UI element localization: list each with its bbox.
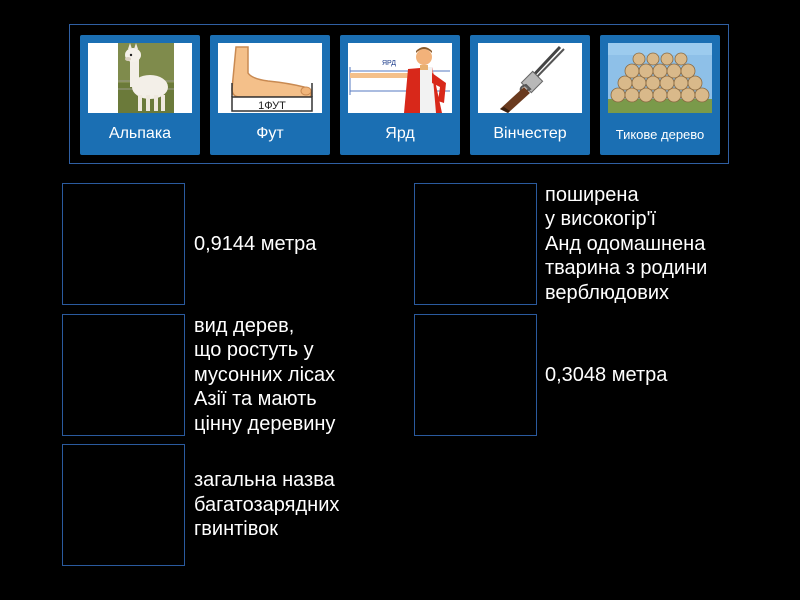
target-description: 0,9144 метра — [194, 232, 317, 255]
card-tray — [69, 24, 729, 164]
card-label: Фут — [256, 125, 284, 142]
card-label: Тикове дерево — [615, 126, 705, 142]
card-label: Альпака — [108, 125, 172, 142]
rifle-image — [478, 43, 582, 113]
drop-box[interactable] — [414, 183, 537, 305]
alpaca-image — [88, 43, 192, 113]
card-label: Ярд — [385, 125, 415, 142]
card-yard[interactable] — [340, 35, 460, 155]
card-foot[interactable] — [210, 35, 330, 155]
yard-image — [348, 43, 452, 113]
logs-image — [608, 43, 712, 113]
foot-image — [218, 43, 322, 113]
target-description: вид дерев, що ростуть у мусонних лісах Азії та мають цінну деревину — [194, 314, 336, 435]
target-description: поширена у високогір'ї Анд одомашнена тварина з родини верблюдових — [545, 183, 708, 304]
drop-box[interactable] — [62, 314, 185, 436]
foot-image-caption: 1ФУТ — [258, 100, 286, 112]
target-description: 0,3048 метра — [545, 363, 668, 386]
card-label: Вінчестер — [493, 125, 567, 142]
drop-box[interactable] — [62, 183, 185, 305]
drop-box[interactable] — [62, 444, 185, 566]
target-description: загальна назва багатозарядних гвинтівок — [194, 469, 340, 541]
yard-image-caption: ЯРД — [382, 60, 396, 67]
drop-box[interactable] — [414, 314, 537, 436]
card-teak-wood[interactable] — [600, 35, 720, 155]
card-winchester[interactable] — [470, 35, 590, 155]
card-alpaca[interactable] — [80, 35, 200, 155]
